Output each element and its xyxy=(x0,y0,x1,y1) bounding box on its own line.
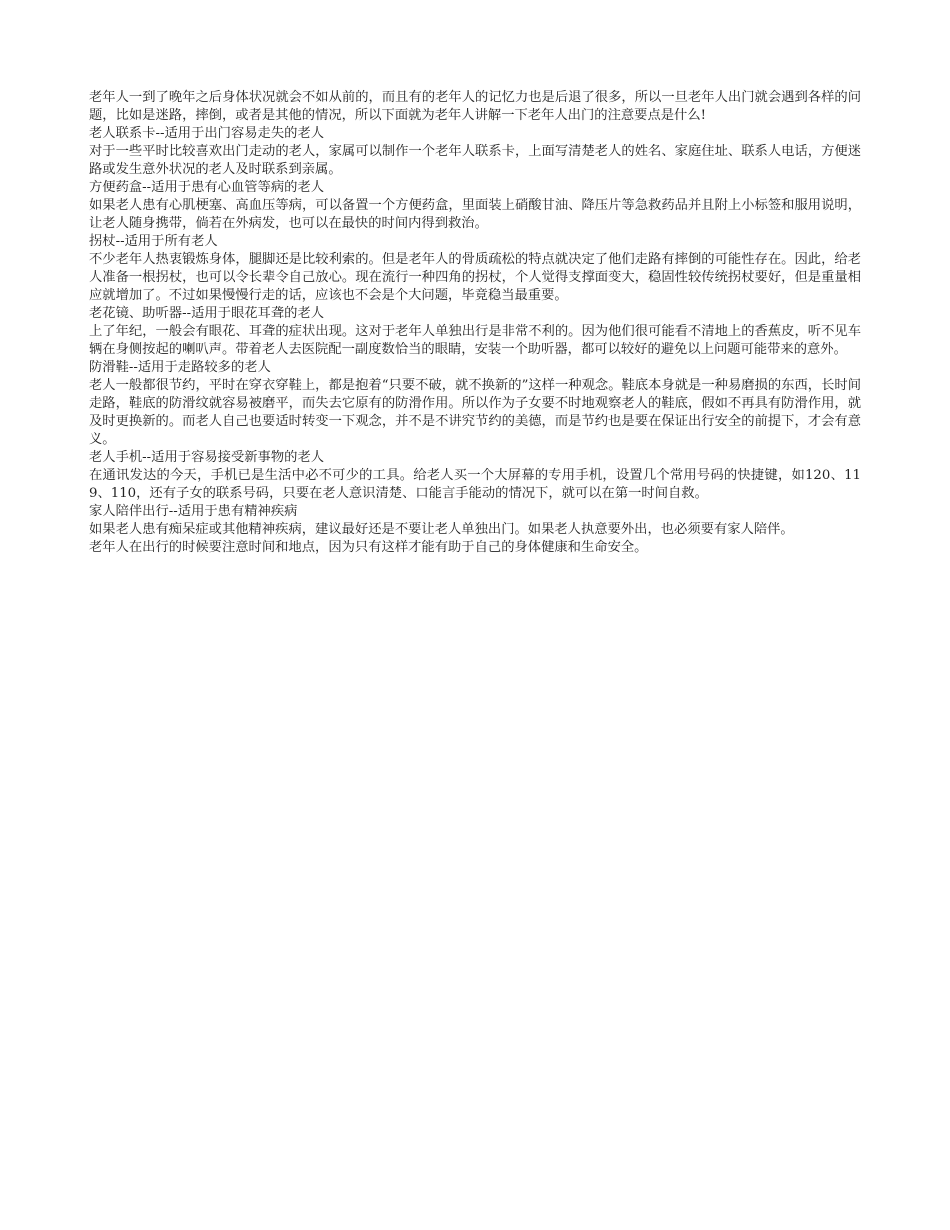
section-body-cane: 不少老年人热衷锻炼身体，腿脚还是比较利索的。但是老年人的骨质疏松的特点就决定了他们走路有摔倒的可能性存在。因此，给老人准备一根拐杖，也可以令长辈令自己放心。现在流行一种四角的拐杖，个人觉得支撑面变大，稳固性较传统拐杖要好，但是重量相应就增加了。不过如果慢慢行走的话，应该也不会是个大问题，毕竟稳当最重要。 xyxy=(89,252,861,303)
section-heading-non-slip-shoes: 防滑鞋--适用于走路较多的老人 xyxy=(89,360,271,375)
section-body-family-company: 如果老人患有痴呆症或其他精神疾病，建议最好还是不要让老人单独出门。如果老人执意要外出，也必须要有家人陪伴。 xyxy=(89,522,794,537)
section-heading-glasses-hearing-aid: 老花镜、助听器--适用于眼花耳聋的老人 xyxy=(89,306,325,321)
section-body-senior-phone: 在通讯发达的今天，手机已是生活中必不可少的工具。给老人买一个大屏幕的专用手机，设置几个常用号码的快捷键，如120、119、110，还有子女的联系号码，只要在老人意识清楚、口能言手能动的情况下，就可以在第一时间自救。 xyxy=(89,468,861,501)
section-body-medicine-box: 如果老人患有心肌梗塞、高血压等病，可以备置一个方便药盒，里面装上硝酸甘油、降压片等急救药品并且附上小标签和服用说明，让老人随身携带，倘若在外病发，也可以在最快的时间内得到救治。 xyxy=(89,198,861,231)
section-body-contact-card: 对于一些平时比较喜欢出门走动的老人，家属可以制作一个老年人联系卡，上面写清楚老人的姓名、家庭住址、联系人电话，方便迷路或发生意外状况的老人及时联系到亲属。 xyxy=(89,144,861,177)
section-heading-contact-card: 老人联系卡--适用于出门容易走失的老人 xyxy=(89,126,325,141)
section-body-non-slip-shoes: 老人一般都很节约，平时在穿衣穿鞋上，都是抱着“只要不破，就不换新的”这样一种观念。鞋底本身就是一种易磨损的东西，长时间走路，鞋底的防滑纹就容易被磨平，而失去它原有的防滑作用。所以作为子女要不时地观察老人的鞋底，假如不再具有防滑作用，就及时更换新的。而老人自己也要适时转变一下观念，并不是不讲究节约的美德，而是节约也是要在保证出行安全的前提下，才会有意义。 xyxy=(89,378,861,447)
section-heading-family-company: 家人陪伴出行--适用于患有精神疾病 xyxy=(89,504,298,519)
section-heading-cane: 拐杖--适用于所有老人 xyxy=(89,234,218,249)
conclusion-paragraph: 老年人在出行的时候要注意时间和地点，因为只有这样才能有助于自己的身体健康和生命安全。 xyxy=(89,540,648,555)
section-heading-senior-phone: 老人手机--适用于容易接受新事物的老人 xyxy=(89,450,325,465)
article xyxy=(89,89,861,557)
section-heading-medicine-box: 方便药盒--适用于患有心血管等病的老人 xyxy=(89,180,325,195)
section-body-glasses-hearing-aid: 上了年纪，一般会有眼花、耳聋的症状出现。这对于老年人单独出行是非常不利的。因为他们很可能看不清地上的香蕉皮，听不见车辆在身侧按起的喇叭声。带着老人去医院配一副度数恰当的眼睛，安装一个助听器，都可以较好的避免以上问题可能带来的意外。 xyxy=(89,324,861,357)
intro-paragraph: 老年人一到了晚年之后身体状况就会不如从前的，而且有的老年人的记忆力也是后退了很多，所以一旦老年人出门就会遇到各样的问题，比如是迷路，摔倒，或者是其他的情况，所以下面就为老年人讲解一下老年人出门的注意要点是什么! xyxy=(89,90,861,123)
